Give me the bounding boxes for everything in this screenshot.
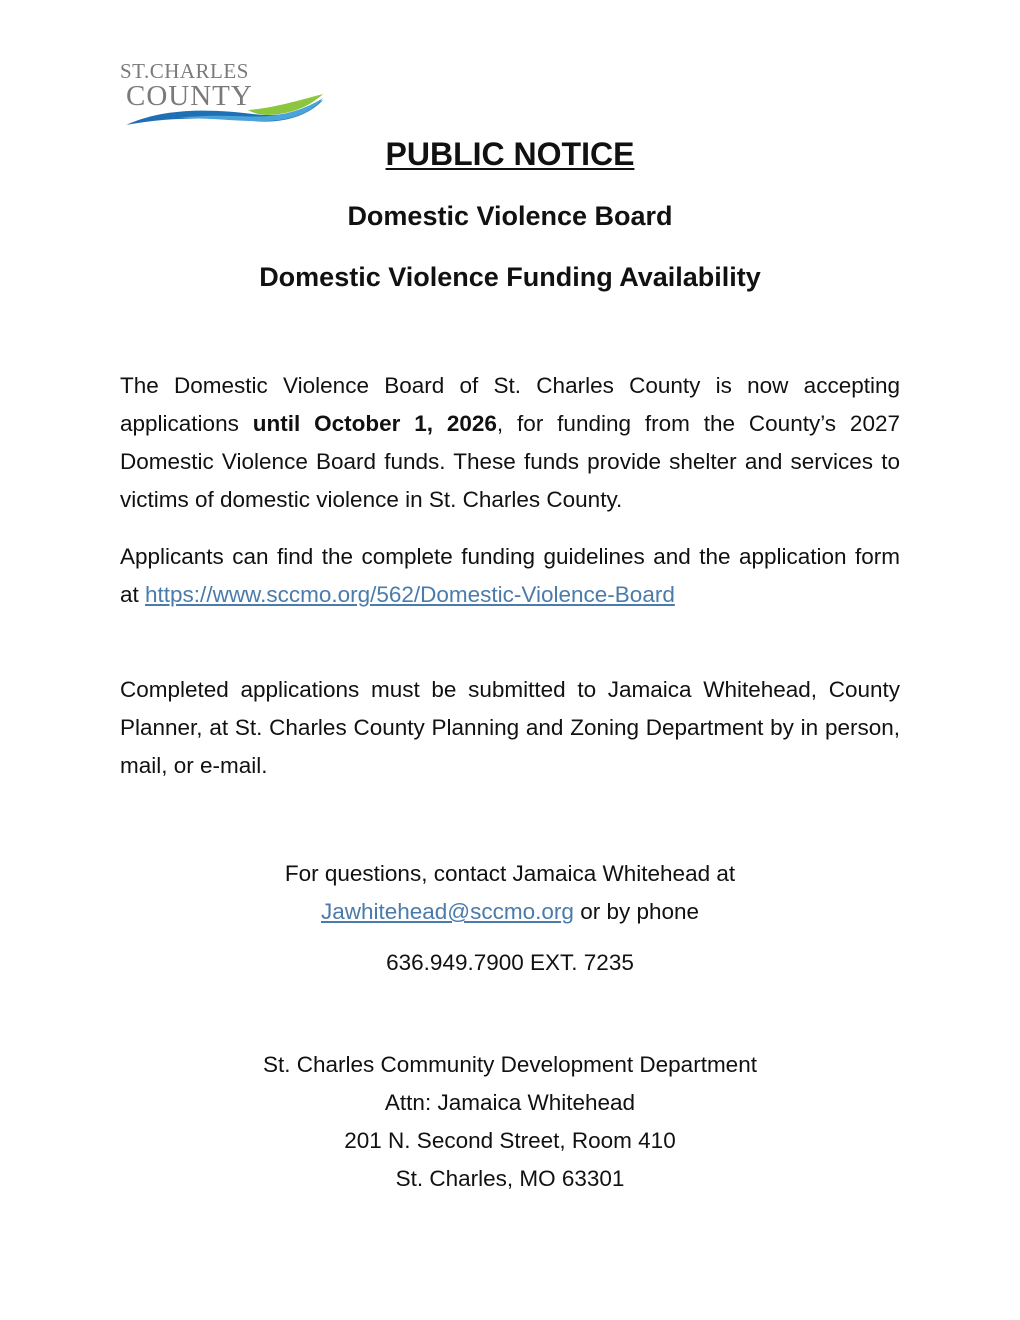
mailing-address [0, 1046, 1020, 1198]
guidelines-link[interactable]: https://www.sccmo.org/562/Domestic-Violence-Board [145, 582, 675, 607]
county-logo-graphic [118, 58, 328, 133]
phone-number: 636.949.7900 EXT. 7235 [386, 950, 634, 975]
p1-text-start: The Domestic Violence Board of St. Charles County is now accepting applications [120, 373, 900, 436]
address-attention: Attn: Jamaica Whitehead [384, 1090, 636, 1115]
p1-text-end: , for funding from the County’s 2027 Domestic Violence Board funds. These funds provide shelter and services to victims of domestic violence in St. Charles County. [120, 411, 900, 512]
county-logo [118, 58, 328, 133]
subtitle-board: Domestic Violence Board [347, 201, 673, 231]
page-title: PUBLIC NOTICE [385, 136, 635, 172]
deadline-text: until October 1, 2026 [252, 411, 497, 436]
email-link[interactable]: Jawhitehead@sccmo.org [320, 899, 574, 924]
address-city: St. Charles, MO 63301 [395, 1166, 625, 1191]
address-street: 201 N. Second Street, Room 410 [344, 1128, 676, 1153]
logo-line1: ST.CHARLES [120, 59, 249, 83]
paragraph-applications [120, 367, 900, 519]
contact-line: For questions, contact Jamaica Whitehead at [284, 861, 736, 886]
logo-line2: COUNTY [126, 80, 253, 112]
paragraph-submission: Completed applications must be submitted to Jamaica Whitehead, County Planner, at St. Charles County Planning and Zoning Department by in person, mail, or e-mail. [120, 677, 900, 778]
address-department: St. Charles Community Development Department [263, 1052, 757, 1077]
contact-email-line [0, 893, 1020, 931]
p2-text: Applicants can find the complete funding guidelines and the application form at [120, 544, 900, 607]
subtitle-funding: Domestic Violence Funding Availability [259, 262, 761, 292]
contact-phone-intro: or by phone [573, 899, 700, 924]
paragraph-guidelines [120, 538, 900, 614]
contact-block [0, 855, 1020, 931]
